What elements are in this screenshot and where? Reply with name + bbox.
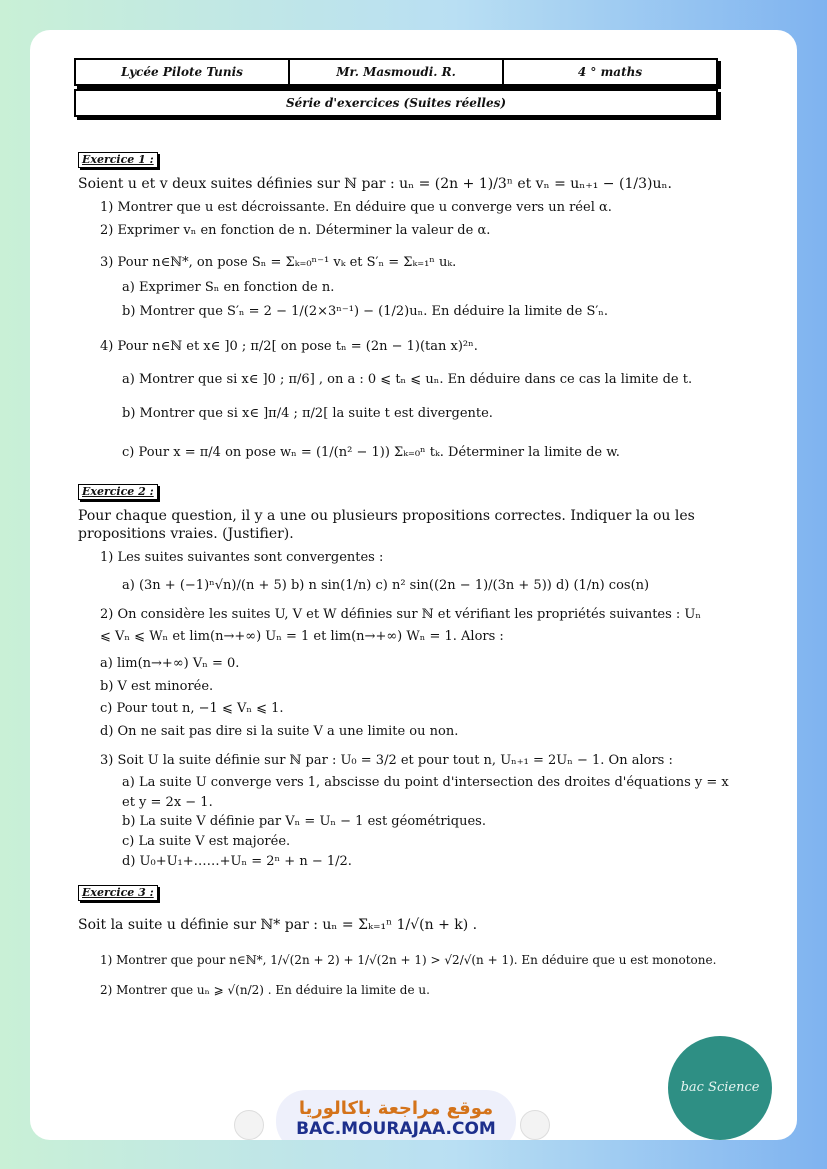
ex1-q3b: b) Montrer que S′ₙ = 2 − 1/(2×3ⁿ⁻¹) − (1/2)uₙ. En déduire la limite de S′ₙ.: [122, 304, 609, 320]
teacher-name: Mr. Masmoudi. R.: [290, 60, 504, 84]
exercise-3-title: Exercice 3 :: [78, 885, 158, 901]
ex2-q2d: d) On ne sait pas dire si la suite V a une limite ou non.: [100, 723, 459, 739]
ex1-q4a: a) Montrer que si x∈ ]0 ; π/6] , on a : 0 ⩽ tₙ ⩽ uₙ. En déduire dans ce cas la limite de t.: [122, 371, 693, 387]
title-row: [74, 89, 718, 117]
bac-science-logo: bac Science: [668, 1036, 772, 1140]
book-icon: [234, 1110, 264, 1140]
exercise-1-title: Exercice 1 :: [78, 152, 158, 168]
ex2-q3b: b) La suite V définie par Vₙ = Uₙ − 1 est géométriques.: [122, 814, 486, 830]
exercises: [78, 146, 768, 1004]
document-sheet: [30, 30, 797, 1140]
series-title: Série d'exercices (Suites réelles): [285, 96, 507, 110]
ex1-q3a: a) Exprimer Sₙ en fonction de n.: [122, 279, 335, 295]
ex2-q3: 3) Soit U la suite définie sur ℕ par : U₀ = 3/2 et pour tout n, Uₙ₊₁ = 2Uₙ − 1. On alors :: [100, 752, 673, 768]
ex2-q1-options: a) (3n + (−1)ⁿ√n)/(n + 5) b) n sin(1/n) c) n² sin((2n − 1)/(3n + 5)) d) (1/n) cos(n): [122, 578, 650, 594]
ex1-q3: 3) Pour n∈ℕ*, on pose Sₙ = Σₖ₌₀ⁿ⁻¹ vₖ et S′ₙ = Σₖ₌₁ⁿ uₖ.: [100, 255, 457, 271]
exercise-1-intro: Soient u et v deux suites définies sur ℕ par : uₙ = (2n + 1)/3ⁿ et vₙ = uₙ₊₁ − (1/3)uₙ.: [78, 176, 672, 193]
ex1-q4c: c) Pour x = π/4 on pose wₙ = (1/(n² − 1)) Σₖ₌₀ⁿ tₖ. Déterminer la limite de w.: [122, 444, 620, 460]
ex2-q2-cont: ⩽ Vₙ ⩽ Wₙ et lim(n→+∞) Uₙ = 1 et lim(n→+∞) Wₙ = 1. Alors :: [100, 629, 504, 645]
exercise-2-intro: Pour chaque question, il y a une ou plusieurs propositions correctes. Indiquer la ou les propositions vraies. (Justifier).: [78, 507, 695, 542]
exercise-3-intro: Soit la suite u définie sur ℕ* par : uₙ = Σₖ₌₁ⁿ 1/√(n + k) .: [78, 917, 478, 934]
ex1-q1: 1) Montrer que u est décroissante. En déduire que u converge vers un réel α.: [100, 199, 612, 215]
header-row: [74, 58, 718, 86]
ex2-q3c: c) La suite V est majorée.: [122, 834, 291, 849]
ex2-q3a-cont: et y = 2x − 1.: [122, 794, 213, 810]
ex2-q2a: a) lim(n→+∞) Vₙ = 0.: [100, 656, 240, 671]
class-name: 4 ° maths: [577, 65, 643, 79]
site-url[interactable]: BAC.MOURAJAA.COM: [296, 1119, 496, 1139]
exercise-2-title: Exercice 2 :: [78, 484, 158, 500]
ex1-q4b: b) Montrer que si x∈ ]π/4 ; π/2[ la suite t est divergente.: [122, 406, 493, 422]
ex2-q3d: d) U₀+U₁+……+Uₙ = 2ⁿ + n − 1/2.: [122, 853, 352, 869]
school-name: Lycée Pilote Tunis: [76, 60, 290, 84]
ex2-q2c: c) Pour tout n, −1 ⩽ Vₙ ⩽ 1.: [100, 701, 284, 717]
ex2-q1: 1) Les suites suivantes sont convergentes :: [100, 549, 384, 565]
book-icon: [520, 1110, 550, 1140]
ex2-q2: 2) On considère les suites U, V et W définies sur ℕ et vérifiant les propriétés suivantes : Uₙ: [100, 606, 702, 622]
header: [74, 58, 718, 120]
ex2-q2b: b) V est minorée.: [100, 678, 214, 694]
site-name-arabic: موقع مراجعة باكالوريا: [298, 1098, 494, 1119]
site-badge[interactable]: [276, 1090, 516, 1140]
ex2-q3a: a) La suite U converge vers 1, abscisse du point d'intersection des droites d'équations y = x: [122, 775, 729, 791]
ex1-q2: 2) Exprimer vₙ en fonction de n. Déterminer la valeur de α.: [100, 222, 491, 238]
ex1-q4: 4) Pour n∈ℕ et x∈ ]0 ; π/2[ on pose tₙ = (2n − 1)(tan x)²ⁿ.: [100, 339, 478, 355]
ex3-q2: 2) Montrer que uₙ ⩾ √(n/2) . En déduire la limite de u.: [100, 982, 430, 997]
ex3-q1: 1) Montrer que pour n∈ℕ*, 1/√(2n + 2) + 1/√(2n + 1) > √2/√(n + 1). En déduire que u est monotone.: [100, 953, 717, 968]
